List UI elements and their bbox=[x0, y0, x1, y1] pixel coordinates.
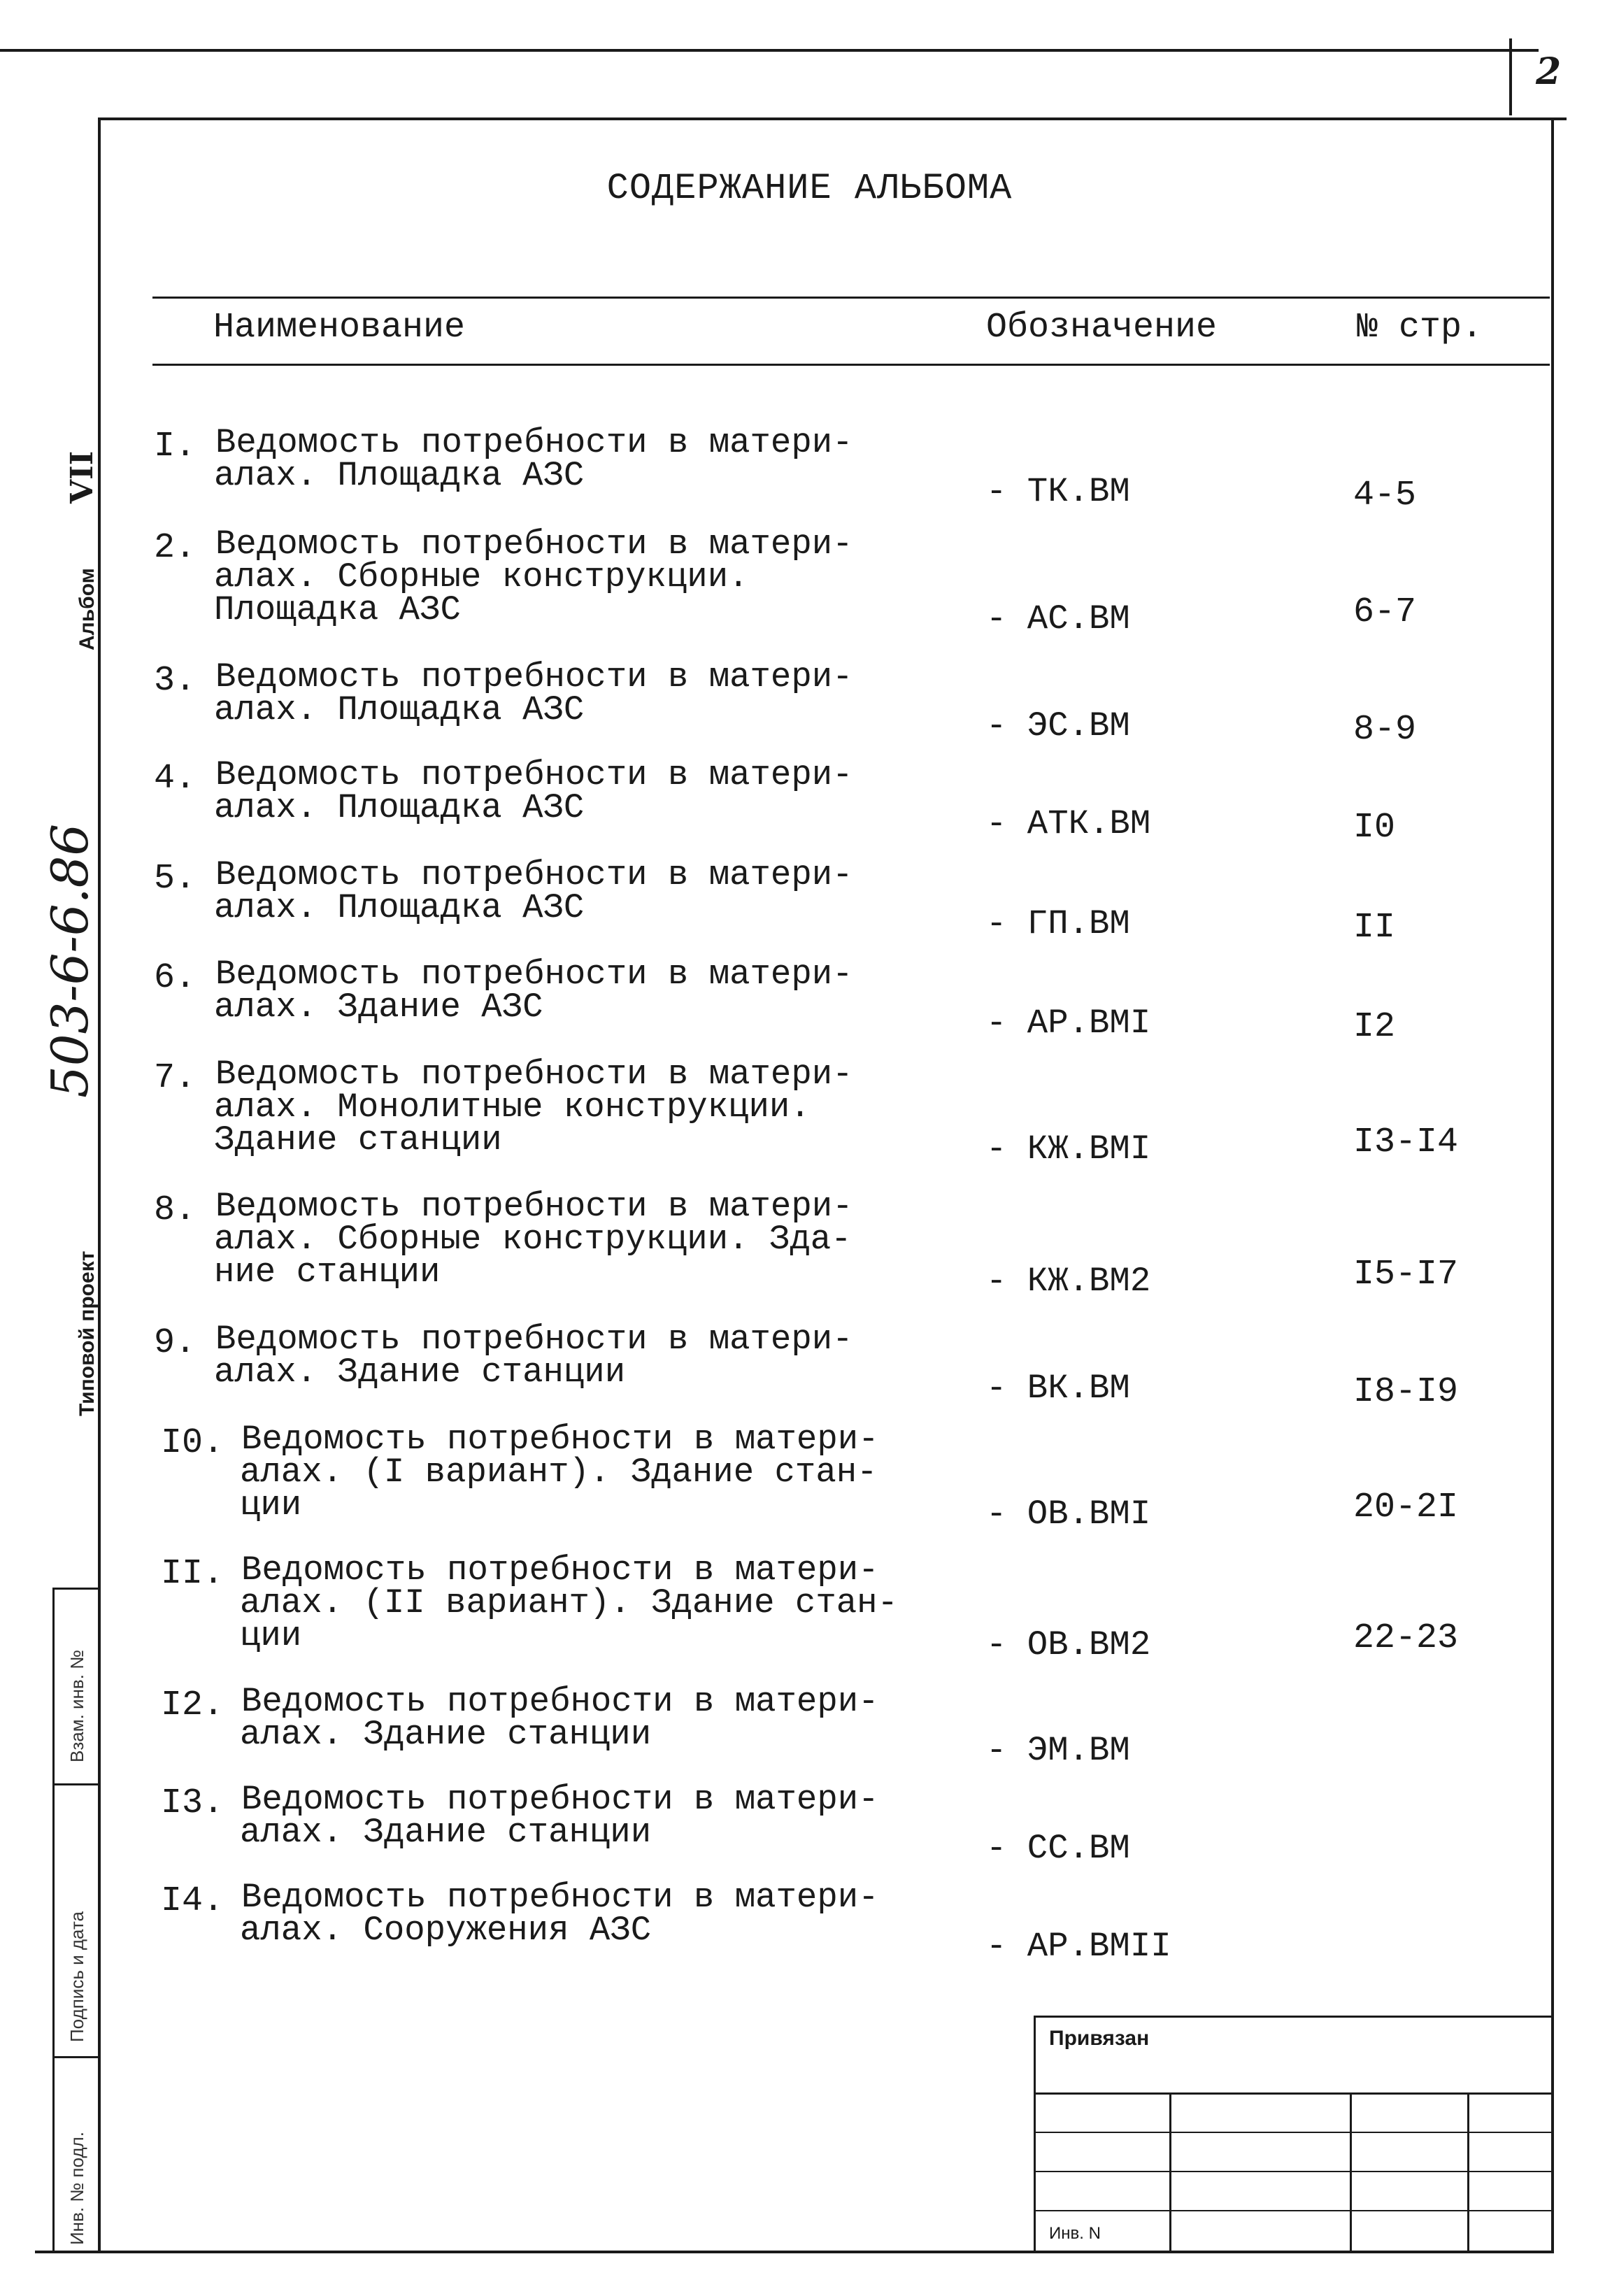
title-block-line2 bbox=[1034, 2132, 1551, 2133]
row-title-line: алах. Площадка АЗС bbox=[214, 888, 585, 927]
album-label: Альбом bbox=[76, 568, 99, 650]
row-title-line: алах. Здание станции bbox=[214, 1353, 626, 1392]
row-designation: - ТК.ВМ bbox=[986, 472, 1130, 511]
row-designation: - АС.ВМ bbox=[986, 599, 1130, 639]
title-block-col2 bbox=[1350, 2092, 1352, 2251]
row-number: I0. bbox=[161, 1423, 224, 1463]
row-title-line: алах. Площадка АЗС bbox=[214, 690, 585, 729]
header-designation: Обозначение bbox=[986, 308, 1218, 348]
row-page: 22-23 bbox=[1353, 1618, 1459, 1658]
frame-left-border bbox=[98, 117, 101, 2252]
row-title-line: алах. Здание АЗС bbox=[214, 987, 543, 1027]
row-designation: - ОВ.ВМ2 bbox=[986, 1625, 1151, 1664]
row-designation: - АР.ВМI bbox=[986, 1004, 1151, 1043]
row-designation: - ОВ.ВМI bbox=[986, 1495, 1151, 1534]
row-title-line: ции bbox=[240, 1616, 302, 1655]
page-num-divider bbox=[1509, 38, 1512, 115]
row-number: 9. bbox=[154, 1323, 197, 1363]
frame-top-border bbox=[98, 117, 1567, 120]
stamp-strip-top bbox=[52, 1588, 100, 1590]
row-title-line: Ведомость потребности в матери- bbox=[241, 1682, 879, 1721]
top-rule bbox=[0, 49, 1539, 52]
title-block-line3 bbox=[1034, 2171, 1551, 2172]
row-designation: - ЭМ.ВМ bbox=[986, 1731, 1130, 1770]
row-designation: - АТК.ВМ bbox=[986, 804, 1151, 843]
title-block-linked: Привязан bbox=[1049, 2027, 1150, 2050]
row-title-line: алах. Сборные конструкции. Зда- bbox=[214, 1220, 852, 1259]
row-title-line: алах. Здание станции bbox=[240, 1813, 652, 1852]
stamp-signature-date: Подпись и дата bbox=[66, 1911, 87, 2042]
row-title-line: Ведомость потребности в матери- bbox=[215, 855, 853, 894]
row-page: II bbox=[1353, 908, 1396, 948]
row-designation: - АР.ВМII bbox=[986, 1927, 1171, 1966]
row-page: I5-I7 bbox=[1353, 1255, 1459, 1295]
row-title-line: ции bbox=[240, 1485, 302, 1525]
page-number: 2 bbox=[1536, 50, 1562, 93]
row-title-line: Ведомость потребности в матери- bbox=[215, 423, 853, 462]
stamp-strip-div2 bbox=[52, 2056, 100, 2058]
title-block bbox=[1034, 2016, 1553, 2253]
title-block-line4 bbox=[1034, 2210, 1551, 2211]
row-title-line: алах. Площадка АЗС bbox=[214, 456, 585, 495]
row-title-line: Ведомость потребности в матери- bbox=[215, 755, 853, 794]
row-page: I2 bbox=[1353, 1007, 1396, 1047]
header-bottom-rule bbox=[152, 364, 1550, 366]
stamp-inv-orig: Инв. № подл. bbox=[66, 2132, 87, 2245]
stamp-strip-left bbox=[52, 1588, 55, 2252]
header-page: № стр. bbox=[1357, 308, 1483, 348]
row-page: I3-I4 bbox=[1353, 1122, 1459, 1162]
row-title-line: алах. Площадка АЗС bbox=[214, 788, 585, 827]
row-number: 3. bbox=[154, 661, 197, 701]
title-block-col1 bbox=[1169, 2092, 1171, 2251]
row-title-line: Ведомость потребности в матери- bbox=[241, 1878, 879, 1917]
stamp-replaced-inv: Взам. инв. № bbox=[66, 1649, 87, 1762]
row-number: I. bbox=[154, 427, 197, 466]
row-designation: - СС.ВМ bbox=[986, 1829, 1130, 1868]
row-number: I2. bbox=[161, 1685, 224, 1725]
row-number: I3. bbox=[161, 1783, 224, 1823]
row-page: 20-2I bbox=[1353, 1488, 1459, 1527]
row-number: 6. bbox=[154, 958, 197, 998]
row-title-line: Площадка АЗС bbox=[214, 590, 461, 629]
header-top-rule bbox=[152, 297, 1550, 299]
row-number: I4. bbox=[161, 1881, 224, 1921]
title-block-col3 bbox=[1467, 2092, 1469, 2251]
row-page: 8-9 bbox=[1353, 710, 1417, 750]
row-page: 4-5 bbox=[1353, 476, 1417, 515]
row-title-line: Ведомость потребности в матери- bbox=[241, 1780, 879, 1819]
row-title-line: ние станции bbox=[214, 1253, 441, 1292]
frame-right-border bbox=[1551, 117, 1554, 2252]
title-block-inv: Инв. N bbox=[1049, 2224, 1101, 2243]
row-title-line: Ведомость потребности в матери- bbox=[241, 1550, 879, 1590]
row-page: I0 bbox=[1353, 808, 1396, 848]
document-title: СОДЕРЖАНИЕ АЛЬБОМА bbox=[606, 168, 1013, 209]
row-page: I8-I9 bbox=[1353, 1372, 1459, 1412]
project-type: Типовой проект bbox=[76, 1250, 99, 1416]
row-title-line: алах. Монолитные конструкции. bbox=[214, 1088, 811, 1127]
album-number: VII bbox=[64, 450, 100, 504]
row-title-line: алах. (II вариант). Здание стан- bbox=[240, 1583, 898, 1623]
row-page: 6-7 bbox=[1353, 592, 1417, 632]
row-number: 7. bbox=[154, 1058, 197, 1098]
row-title-line: алах. (I вариант). Здание стан- bbox=[240, 1453, 878, 1492]
row-designation: - КЖ.ВМI bbox=[986, 1129, 1151, 1169]
row-title-line: Здание станции bbox=[214, 1120, 502, 1160]
row-title-line: Ведомость потребности в матери- bbox=[215, 525, 853, 564]
row-designation: - ЭС.ВМ bbox=[986, 706, 1130, 746]
row-title-line: алах. Сборные конструкции. bbox=[214, 557, 749, 597]
stamp-strip-div1 bbox=[52, 1783, 100, 1785]
row-title-line: Ведомость потребности в матери- bbox=[215, 1055, 853, 1094]
row-title-line: алах. Здание станции bbox=[240, 1715, 652, 1754]
row-designation: - ВК.ВМ bbox=[986, 1369, 1130, 1408]
row-number: 2. bbox=[154, 528, 197, 568]
row-designation: - КЖ.ВМ2 bbox=[986, 1262, 1151, 1301]
title-block-line1 bbox=[1034, 2092, 1551, 2095]
project-code: 503-6-6.86 bbox=[41, 823, 99, 1098]
row-designation: - ГП.ВМ bbox=[986, 904, 1130, 943]
row-title-line: алах. Сооружения АЗС bbox=[240, 1911, 652, 1950]
row-title-line: Ведомость потребности в матери- bbox=[215, 1187, 853, 1226]
row-number: 4. bbox=[154, 759, 197, 799]
row-number: II. bbox=[161, 1554, 224, 1594]
row-title-line: Ведомость потребности в матери- bbox=[215, 657, 853, 697]
row-number: 8. bbox=[154, 1190, 197, 1230]
header-name: Наименование bbox=[213, 308, 466, 348]
row-title-line: Ведомость потребности в матери- bbox=[215, 1320, 853, 1359]
row-number: 5. bbox=[154, 859, 197, 899]
row-title-line: Ведомость потребности в матери- bbox=[241, 1420, 879, 1459]
row-title-line: Ведомость потребности в матери- bbox=[215, 955, 853, 994]
